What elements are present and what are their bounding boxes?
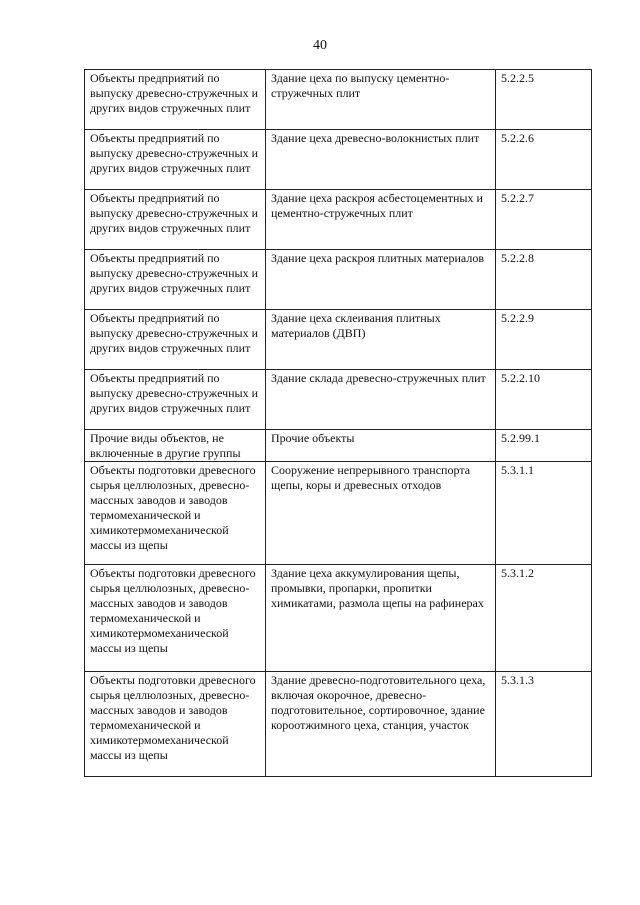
code-cell: 5.2.99.1 [496, 430, 592, 462]
table-row [85, 310, 592, 370]
object-type-cell: Объекты предприятий по выпуску древесно-стружечных и других видов стружечных плит [85, 190, 266, 250]
page-number: 40 [313, 38, 327, 53]
table-row [85, 672, 592, 777]
code-cell: 5.2.2.6 [496, 130, 592, 190]
building-cell: Здание цеха по выпуску цементно-стружечных плит [266, 70, 496, 130]
building-cell: Сооружение непрерывного транспорта щепы, коры и древесных отходов [266, 462, 496, 565]
object-type-cell: Объекты подготовки древесного сырья целлюлозных, древесно-массных заводов и заводов термомеханической и химикотермомеханической массы из щепы [85, 462, 266, 565]
building-cell: Здание цеха раскроя плитных материалов [266, 250, 496, 310]
table-row [85, 370, 592, 430]
code-cell: 5.2.2.9 [496, 310, 592, 370]
table-row [85, 250, 592, 310]
object-type-cell: Объекты предприятий по выпуску древесно-стружечных и других видов стружечных плит [85, 370, 266, 430]
table-row [85, 462, 592, 565]
building-cell: Здание цеха древесно-волокнистых плит [266, 130, 496, 190]
object-type-cell: Объекты предприятий по выпуску древесно-стружечных и других видов стружечных плит [85, 130, 266, 190]
code-cell: 5.3.1.2 [496, 565, 592, 672]
table-row [85, 430, 592, 462]
code-cell: 5.2.2.8 [496, 250, 592, 310]
building-cell: Здание цеха аккумулирования щепы, промывки, пропарки, пропитки химикатами, размола щепы на рафинерах [266, 565, 496, 672]
code-cell: 5.3.1.3 [496, 672, 592, 777]
code-cell: 5.3.1.1 [496, 462, 592, 565]
object-type-cell: Объекты предприятий по выпуску древесно-стружечных и других видов стружечных плит [85, 70, 266, 130]
object-type-cell: Объекты предприятий по выпуску древесно-стружечных и других видов стружечных плит [85, 310, 266, 370]
building-cell: Здание цеха склеивания плитных материалов (ДВП) [266, 310, 496, 370]
classification-table [84, 69, 592, 777]
table-row [85, 130, 592, 190]
building-cell: Здание склада древесно-стружечных плит [266, 370, 496, 430]
object-type-cell: Объекты подготовки древесного сырья целлюлозных, древесно-массных заводов и заводов термомеханической и химикотермомеханической массы из щепы [85, 565, 266, 672]
table-body [85, 70, 592, 777]
object-type-cell: Прочие виды объектов, не включенные в другие группы [85, 430, 266, 462]
object-type-cell: Объекты подготовки древесного сырья целлюлозных, древесно-массных заводов и заводов термомеханической и химикотермомеханической массы из щепы [85, 672, 266, 777]
building-cell: Прочие объекты [266, 430, 496, 462]
table-row [85, 565, 592, 672]
object-type-cell: Объекты предприятий по выпуску древесно-стружечных и других видов стружечных плит [85, 250, 266, 310]
table-row [85, 70, 592, 130]
building-cell: Здание древесно-подготовительного цеха, включая окорочное, древесно-подготовительное, сортировочное, здание короотжимного цеха, станция, участок [266, 672, 496, 777]
code-cell: 5.2.2.7 [496, 190, 592, 250]
code-cell: 5.2.2.5 [496, 70, 592, 130]
table-row [85, 190, 592, 250]
code-cell: 5.2.2.10 [496, 370, 592, 430]
building-cell: Здание цеха раскроя асбестоцементных и цементно-стружечных плит [266, 190, 496, 250]
